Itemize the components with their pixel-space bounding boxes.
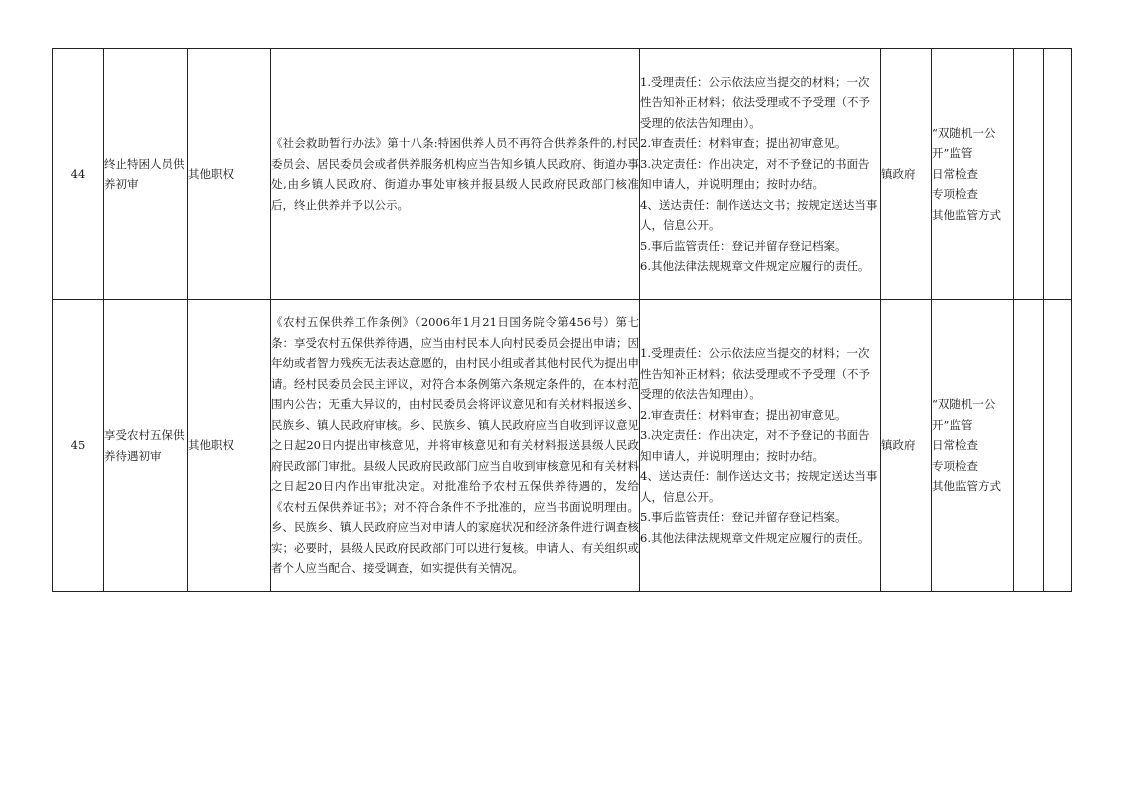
supervision-methods <box>932 300 1014 592</box>
empty-cell <box>1044 300 1072 592</box>
responsibility-list <box>640 300 881 592</box>
row-number: 44 <box>53 49 104 300</box>
responsibility-item: 1.受理责任：公示依法应当提交的材料；一次性告知补正材料；依法受理或不予受理（不予受理的依法告知理由）。 <box>640 346 870 401</box>
responsibility-item: 5.事后监管责任：登记并留存登记档案。 <box>640 510 847 524</box>
supervision-item: 日常检查 <box>932 438 978 453</box>
responsibility-item: 5.事后监管责任：登记并留存登记档案。 <box>640 238 847 253</box>
supervision-item: 其他监管方式 <box>932 479 1001 494</box>
legal-basis <box>271 49 640 300</box>
responsibility-item: 3.决定责任：作出决定，对不予登记的书面告知申请人，并说明理由；按时办结。 <box>640 428 870 463</box>
legal-basis-text: 《农村五保供养工作条例》（2006年1月21日国务院令第456号）第七条：享受农村五保供养待遇，应当由村民本人向村民委员会提出申请；因年幼或者智力残疾无法表达意愿的，由村民小组或者其他村民代为提出申请。经村民委员会民主评议，对符合本条例第六条规定条件的，在本村范围内公告；无重大异议的，由村民委员会将评议意见和有关材料报送乡、民族乡、镇人民政府审核。乡、民族乡、镇人民政府应当自收到评议意见之日起20日内提出审核意见，并将审核意见和有关材料报送县级人民政府民政部门审批。县级人民政府民政部门应当自收到审核意见和有关材料之日起20日内作出审批决定。对批准给予农村五保供养待遇的，发给《农村五保供养证书》；对不符合条件不予批准的，应当书面说明理由。乡、民族乡、镇人民政府应当对申请人的家庭状况和经济条件进行调查核实；必要时，县级人民政府民政部门可以进行复核。申请人、有关组织或者个人应当配合、接受调查，如实提供有关情况。 <box>271 315 639 576</box>
legal-basis <box>271 300 640 592</box>
empty-cell <box>1044 49 1072 300</box>
empty-cell <box>1014 49 1044 300</box>
legal-basis-text: 《社会救助暂行办法》第十八条:特困供养人员不再符合供养条件的,村民委员会、居民委员会或者供养服务机构应当告知乡镇人民政府、街道办事处,由乡镇人民政府、街道办事处审核并报县级人民政府民政部门核准后，终止供养并予以公示。 <box>271 136 639 212</box>
responsibility-item: 2.审查责任：材料审查；提出初审意见。 <box>640 407 847 422</box>
powers-table <box>52 48 1072 592</box>
supervision-item: 专项检查 <box>932 458 978 473</box>
row-number: 45 <box>53 300 104 592</box>
supervision-item: 其他监管方式 <box>932 207 1001 222</box>
supervision-methods <box>932 49 1014 300</box>
responsibility-item: 6.其他法律法规规章文件规定应履行的责任。 <box>640 530 870 545</box>
responsibility-item: 4、送达责任：制作送达文书；按规定送达当事人，信息公开。 <box>640 197 878 232</box>
responsibility-item: 2.审查责任：材料审查；提出初审意见。 <box>640 136 847 150</box>
responsibility-list <box>640 49 881 300</box>
responsible-subject: 镇政府 <box>881 300 932 592</box>
power-name: 终止特困人员供养初审 <box>104 49 188 300</box>
supervision-item: “双随机一公开”监管 <box>932 397 996 432</box>
empty-cell <box>1014 300 1044 592</box>
table-row <box>53 49 1072 300</box>
responsibility-item: 3.决定责任：作出决定，对不予登记的书面告知申请人，并说明理由；按时办结。 <box>640 156 870 191</box>
supervision-item: “双随机一公开”监管 <box>932 125 996 161</box>
responsibility-item: 1.受理责任：公示依法应当提交的材料；一次性告知补正材料；依法受理或不予受理（不予受理的依法告知理由）。 <box>640 74 870 130</box>
responsibility-item: 6.其他法律法规规章文件规定应履行的责任。 <box>640 259 870 273</box>
supervision-item: 专项检查 <box>932 187 978 202</box>
power-name: 享受农村五保供养待遇初审 <box>104 300 188 592</box>
responsibility-item: 4、送达责任：制作送达文书；按规定送达当事人，信息公开。 <box>640 469 878 504</box>
responsible-subject: 镇政府 <box>881 49 932 300</box>
power-category: 其他职权 <box>188 49 271 300</box>
supervision-item: 日常检查 <box>932 166 978 181</box>
table-row <box>53 300 1072 592</box>
power-category: 其他职权 <box>188 300 271 592</box>
